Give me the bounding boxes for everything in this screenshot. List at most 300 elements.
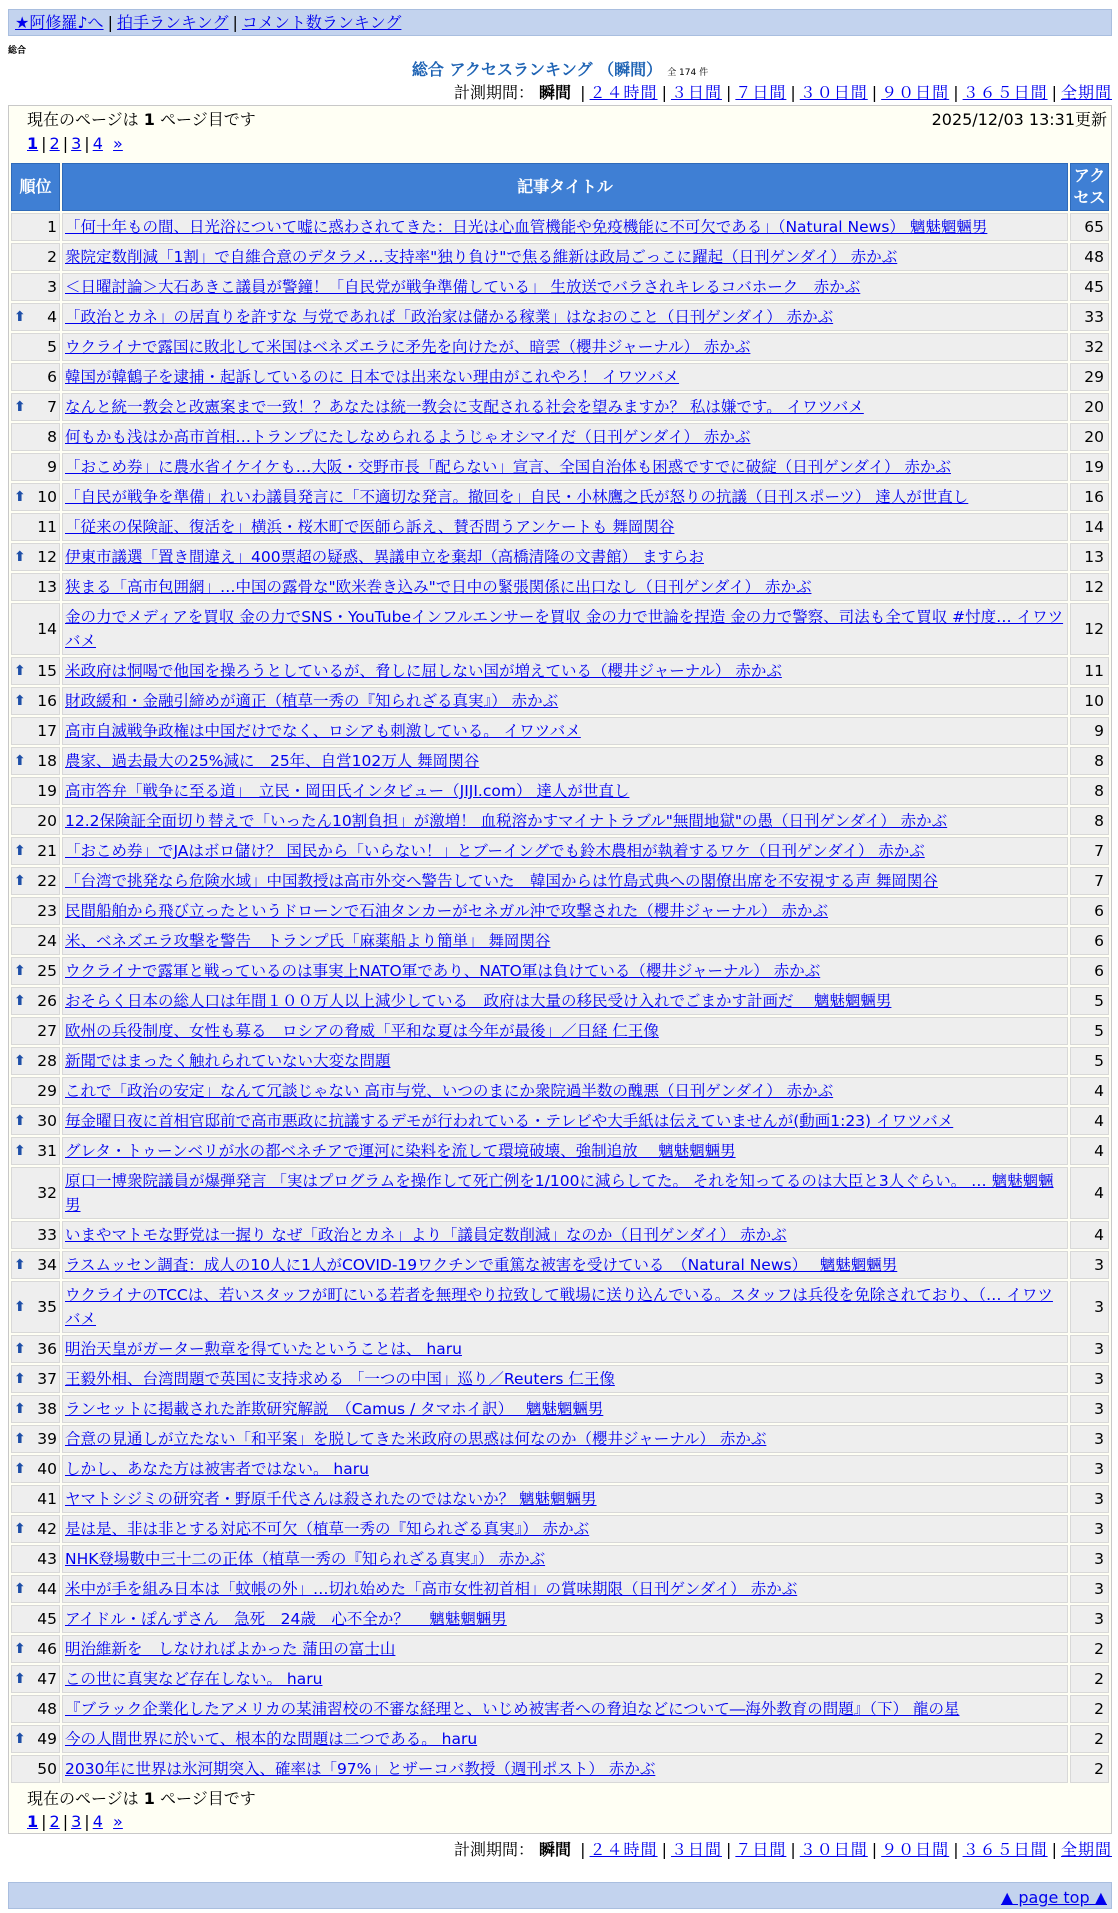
rank-number: 1: [47, 218, 57, 236]
rank-number: 11: [37, 518, 57, 536]
table-row: [11, 1221, 1109, 1249]
access-count: 13: [1070, 543, 1109, 571]
article-title-link[interactable]: 「従来の保険証、復活を」横浜・桜木町で医師ら訴え、賛否問うアンケートも 舞岡関谷: [65, 518, 675, 536]
pager-next-link[interactable]: »: [113, 134, 123, 153]
table-row: [11, 717, 1109, 745]
rank-cell: [11, 1635, 60, 1663]
pager-separator: |: [41, 1812, 47, 1831]
table-row: [11, 1425, 1109, 1453]
access-count: 3: [1070, 1605, 1109, 1633]
title-cell: [62, 1335, 1068, 1363]
period-separator: |: [953, 1840, 959, 1859]
access-count: 6: [1070, 957, 1109, 985]
rank-cell: [11, 333, 60, 361]
rank-number: 18: [37, 752, 57, 770]
rank-number: 26: [37, 992, 57, 1010]
rank-number: 36: [37, 1340, 57, 1358]
period-separator: |: [790, 83, 796, 102]
access-count: 16: [1070, 483, 1109, 511]
table-row: [11, 747, 1109, 775]
rank-up-arrow-icon: ⬆: [14, 693, 26, 709]
table-row: [11, 1335, 1109, 1363]
article-title-link[interactable]: なんと統一教会と改憲案まで一致！？あなたは統一教会に支配される社会を望みますか？ 私は嫌です。 イワツバメ: [65, 398, 864, 416]
rank-up-arrow-icon: ⬆: [14, 1641, 26, 1657]
period-separator: |: [661, 1840, 667, 1859]
article-title-link[interactable]: アイドル・ぽんずさん 急死 24歳 心不全か？ 魑魅魍魎男: [65, 1610, 507, 1628]
rank-number: 25: [37, 962, 57, 980]
table-row: [11, 453, 1109, 481]
table-row: [11, 1605, 1109, 1633]
rank-cell: [11, 1137, 60, 1165]
table-row: [11, 1545, 1109, 1573]
rank-up-arrow-icon: ⬆: [14, 753, 26, 769]
rank-number: 39: [37, 1430, 57, 1448]
rank-up-arrow-icon: ⬆: [14, 1461, 26, 1477]
title-cell: [62, 1725, 1068, 1753]
access-count: 3: [1070, 1425, 1109, 1453]
rank-up-arrow-icon: ⬆: [14, 993, 26, 1009]
article-title-link[interactable]: この世に真実など存在しない。 haru: [65, 1670, 323, 1688]
access-count: 20: [1070, 423, 1109, 451]
rank-cell: [11, 573, 60, 601]
access-count: 2: [1070, 1665, 1109, 1693]
pager-page-link[interactable]: 4: [92, 1812, 103, 1831]
rank-up-arrow-icon: ⬆: [14, 843, 26, 859]
ranking-rows: [11, 213, 1109, 1783]
rank-up-arrow-icon: ⬆: [14, 663, 26, 679]
title-cell: [62, 1545, 1068, 1573]
table-row: [11, 687, 1109, 715]
title-cell: [62, 243, 1068, 271]
rank-cell: [11, 957, 60, 985]
rank-cell: [11, 927, 60, 955]
period-separator: |: [1051, 83, 1057, 102]
article-title-link[interactable]: 米政府は恫喝で他国を操ろうとしているが、脅しに屈しない国が増えている（櫻井ジャーナル） 赤かぶ: [65, 662, 782, 680]
period-option-link[interactable]: ７日間: [735, 83, 787, 102]
title-cell: [62, 573, 1068, 601]
period-selector-bottom: [8, 1838, 1112, 1862]
rank-number: 19: [37, 782, 57, 800]
rank-column-header: 順位: [11, 163, 60, 211]
pager-page-link[interactable]: 3: [71, 134, 82, 153]
rank-cell: [11, 1335, 60, 1363]
article-title-link[interactable]: 民間船舶から飛び立ったというドローンで石油タンカーがセネガル沖で攻撃された（櫻井ジャーナル） 赤かぶ: [65, 902, 829, 920]
period-separator: |: [725, 83, 732, 102]
article-title-link[interactable]: 今の人間世界に於いて、根本的な問題は二つである。 haru: [65, 1730, 478, 1748]
article-title-link[interactable]: 高市自滅戦争政権は中国だけでなく、ロシアも刺激している。 イワツバメ: [65, 722, 581, 740]
period-option-link[interactable]: ３６５日間: [962, 83, 1048, 102]
rank-up-arrow-icon: ⬆: [14, 1257, 26, 1273]
article-title-link[interactable]: ウクライナで露国に敗北して米国はベネズエラに矛先を向けたが、暗雲（櫻井ジャーナル） 赤かぶ: [65, 338, 751, 356]
rank-cell: [11, 1017, 60, 1045]
pager-bottom: [27, 1810, 1111, 1833]
table-row: [11, 1695, 1109, 1723]
rank-number: 44: [37, 1580, 57, 1598]
access-count: 5: [1070, 1047, 1109, 1075]
period-selector-top: [8, 81, 1112, 105]
title-cell: [62, 543, 1068, 571]
pager-separator: |: [84, 134, 90, 153]
current-page-text: [27, 1787, 1111, 1810]
rank-up-arrow-icon: ⬆: [14, 1299, 26, 1315]
access-count: 3: [1070, 1485, 1109, 1513]
article-title-link[interactable]: 合意の見通しが立たない「和平案」を脱してきた米政府の思惑は何なのか（櫻井ジャーナル） 赤かぶ: [65, 1430, 767, 1448]
table-row: [11, 777, 1109, 805]
table-row: [11, 1281, 1109, 1333]
rank-cell: [11, 483, 60, 511]
period-option-link[interactable]: ３０日間: [799, 1840, 868, 1859]
title-cell: [62, 1137, 1068, 1165]
article-title-link[interactable]: 「自民が戦争を準備」れいわ議員発言に「不適切な発言。撤回を」自民・小林鷹之氏が怒りの抗議（日刊スポーツ） 達人が世直し: [65, 488, 969, 506]
rank-number: 50: [37, 1760, 57, 1778]
page-suffix: ページ目です: [160, 110, 256, 129]
article-title-link[interactable]: ウクライナのTCCは、若いスタッフが町にいる若者を無理やり拉致して戦場に送り込んでいる。スタッフは兵役を免除されており、（… イワツバメ: [65, 1286, 1053, 1328]
title-cell: [62, 987, 1068, 1015]
article-title-link[interactable]: 「おこめ券」でJAはボロ儲け？ 国民から「いらない！」とブーイングでも鈴木農相が執着するワケ（日刊ゲンダイ） 赤かぶ: [65, 842, 925, 860]
table-row: [11, 423, 1109, 451]
article-title-link[interactable]: 狭まる「高市包囲網」…中国の露骨な"欧米巻き込み"で日中の緊張関係に出口なし（日刊ゲンダイ） 赤かぶ: [65, 578, 812, 596]
table-row: [11, 1077, 1109, 1105]
article-title-link[interactable]: いまやマトモな野党は一握り なぜ「政治とカネ」より「議員定数削減」なのか（日刊ゲンダイ） 赤かぶ: [65, 1226, 787, 1244]
rank-number: 15: [37, 662, 57, 680]
table-row: [11, 573, 1109, 601]
table-row: [11, 1167, 1109, 1219]
title-cell: [62, 483, 1068, 511]
rank-number: 22: [37, 872, 57, 890]
page-info-bottom: [9, 1785, 1111, 1833]
access-count: 8: [1070, 777, 1109, 805]
table-row: [11, 483, 1109, 511]
rank-number: 24: [37, 932, 57, 950]
period-option-link[interactable]: 全期間: [1060, 83, 1112, 102]
period-option-link[interactable]: ９０日間: [881, 83, 950, 102]
title-cell: [62, 837, 1068, 865]
article-title-link[interactable]: 明治天皇がガーター勲章を得ていたということは、 haru: [65, 1340, 462, 1358]
access-count: 2: [1070, 1635, 1109, 1663]
article-title-link[interactable]: 農家、過去最大の25%減に 25年、自営102万人 舞岡関谷: [65, 752, 480, 770]
table-row: [11, 303, 1109, 331]
title-cell: [62, 957, 1068, 985]
page-prefix: 現在のページは: [27, 1789, 139, 1808]
access-column-header: アクセス: [1070, 163, 1109, 211]
access-count: 7: [1070, 837, 1109, 865]
access-count: 14: [1070, 513, 1109, 541]
pager-page-link[interactable]: 4: [92, 134, 103, 153]
rank-number: 27: [37, 1022, 57, 1040]
article-title-link[interactable]: 韓国が韓鶴子を逮捕・起訴しているのに 日本では出来ない理由がこれやろ！ イワツバメ: [65, 368, 680, 386]
article-title-link[interactable]: 財政緩和・金融引締めが適正（植草一秀の『知られざる真実』） 赤かぶ: [65, 692, 559, 710]
comment-ranking-link[interactable]: コメント数ランキング: [241, 13, 402, 32]
table-row: [11, 1455, 1109, 1483]
article-title-link[interactable]: 衆院定数削減「1割」で自維合意のデタラメ…支持率"独り負け"で焦る維新は政局ごっこに躍起（日刊ゲンダイ） 赤かぶ: [65, 248, 898, 266]
access-count: 33: [1070, 303, 1109, 331]
pager-page-link[interactable]: 2: [49, 1812, 60, 1831]
period-options: [576, 1840, 1112, 1859]
rank-up-arrow-icon: ⬆: [14, 1113, 26, 1129]
pager-page-link[interactable]: 1: [27, 134, 39, 153]
table-row: [11, 1635, 1109, 1663]
access-count: 5: [1070, 1017, 1109, 1045]
page-suffix: ページ目です: [160, 1789, 256, 1808]
title-cell: [62, 1455, 1068, 1483]
article-title-link[interactable]: しかし、あなた方は被害者ではない。 haru: [65, 1460, 369, 1478]
access-count: 11: [1070, 657, 1109, 685]
table-row: [11, 1017, 1109, 1045]
article-title-link[interactable]: 「何十年もの間、日光浴について嘘に惑わされてきた：日光は心血管機能や免疫機能に不可欠である」（Natural News） 魑魅魍魎男: [65, 218, 988, 236]
pager-page-link[interactable]: 3: [71, 1812, 82, 1831]
rank-up-arrow-icon: ⬆: [14, 549, 26, 565]
title-cell: [62, 717, 1068, 745]
article-title-link[interactable]: 2030年に世界は氷河期突入、確率は「97%」とザーコバ教授（週刊ポスト） 赤かぶ: [65, 1760, 656, 1778]
access-count: 32: [1070, 333, 1109, 361]
ranking-header: [8, 59, 1112, 81]
nav-separator: |: [232, 13, 238, 32]
access-count: 20: [1070, 393, 1109, 421]
table-row: [11, 273, 1109, 301]
access-count: 4: [1070, 1167, 1109, 1219]
page-number: 1: [143, 1789, 155, 1808]
rank-number: 10: [37, 488, 57, 506]
article-title-link[interactable]: NHK登場數中三十二の正体（植草一秀の『知られざる真実』） 赤かぶ: [65, 1550, 546, 1568]
table-row: [11, 657, 1109, 685]
access-count: 3: [1070, 1455, 1109, 1483]
access-count: 3: [1070, 1335, 1109, 1363]
period-option-link[interactable]: ３日間: [670, 83, 722, 102]
article-title-link[interactable]: これで「政治の安定」なんて冗談じゃない 高市与党、いつのまにか衆院過半数の醜悪（日刊ゲンダイ） 赤かぶ: [65, 1082, 834, 1100]
period-current: 瞬間: [539, 1840, 572, 1859]
article-title-link[interactable]: 『ブラック企業化したアメリカの某浦習校の不審な経理と、いじめ被害者への脅迫などについて―海外教育の問題』（下） 龍の星: [65, 1700, 960, 1718]
rank-cell: [11, 1107, 60, 1135]
table-row: [11, 867, 1109, 895]
rank-cell: [11, 1455, 60, 1483]
table-row: [11, 1725, 1109, 1753]
article-title-link[interactable]: 米、ベネズエラ攻撃を警告 トランプ氏「麻薬船より簡単」 舞岡関谷: [65, 932, 551, 950]
table-row: [11, 393, 1109, 421]
rank-cell: [11, 1395, 60, 1423]
period-option-link[interactable]: ３６５日間: [962, 1840, 1048, 1859]
period-label: 計測期間：: [453, 83, 534, 102]
clap-ranking-link[interactable]: 拍手ランキング: [116, 13, 229, 32]
page-prefix: 現在のページは: [27, 110, 139, 129]
table-row: [11, 897, 1109, 925]
access-count: 8: [1070, 747, 1109, 775]
period-separator: |: [1051, 1840, 1057, 1859]
article-title-link[interactable]: グレタ・トゥーンベリが水の都ベネチアで運河に染料を流して環境破壊、強制追放 魑魅魍魎男: [65, 1142, 736, 1160]
rank-cell: [11, 243, 60, 271]
access-count: 3: [1070, 1395, 1109, 1423]
rank-cell: [11, 777, 60, 805]
table-row: [11, 1251, 1109, 1279]
title-cell: [62, 897, 1068, 925]
rank-number: 47: [37, 1670, 57, 1688]
rank-up-arrow-icon: ⬆: [14, 399, 26, 415]
article-title-link[interactable]: ラスムッセン調査：成人の10人に1人がCOVID-19ワクチンで重篤な被害を受けている （Natural News） 魑魅魍魎男: [65, 1256, 898, 1274]
table-row: [11, 1137, 1109, 1165]
rank-up-arrow-icon: ⬆: [14, 309, 26, 325]
rank-number: 45: [37, 1610, 57, 1628]
access-count: 3: [1070, 1545, 1109, 1573]
rank-cell: [11, 303, 60, 331]
title-cell: [62, 1017, 1068, 1045]
rank-number: 31: [37, 1142, 57, 1160]
table-row: [11, 213, 1109, 241]
title-cell: [62, 1485, 1068, 1513]
title-cell: [62, 303, 1068, 331]
rank-cell: [11, 747, 60, 775]
period-options: [576, 83, 1112, 102]
rank-cell: [11, 513, 60, 541]
title-cell: [62, 1665, 1068, 1693]
pager-next-link[interactable]: »: [113, 1812, 123, 1831]
period-option-link[interactable]: ２４時間: [589, 83, 658, 102]
rank-number: 37: [37, 1370, 57, 1388]
access-count: 4: [1070, 1077, 1109, 1105]
rank-up-arrow-icon: ⬆: [14, 489, 26, 505]
rank-number: 33: [37, 1226, 57, 1244]
rank-cell: [11, 363, 60, 391]
period-separator: |: [871, 83, 878, 102]
table-row: [11, 1395, 1109, 1423]
rank-up-arrow-icon: ⬆: [14, 1521, 26, 1537]
article-title-link[interactable]: 「政治とカネ」の居直りを許すな 与党であれば「政治家は儲かる稼業」はなおのこと（日刊ゲンダイ） 赤かぶ: [65, 308, 834, 326]
rank-number: 29: [37, 1082, 57, 1100]
page-top-link[interactable]: ▲ page top ▲: [1000, 1888, 1107, 1907]
period-option-link[interactable]: ９０日間: [881, 1840, 950, 1859]
title-cell: [62, 1365, 1068, 1393]
rank-cell: [11, 867, 60, 895]
rank-number: 42: [37, 1520, 57, 1538]
access-count: 6: [1070, 927, 1109, 955]
rank-cell: [11, 1425, 60, 1453]
rank-cell: [11, 807, 60, 835]
article-title-link[interactable]: 高市答弁「戦争に至る道」 立民・岡田氏インタビュー（JIJI.com） 達人が世直し: [65, 782, 630, 800]
period-option-link[interactable]: ２４時間: [589, 1840, 658, 1859]
period-option-link[interactable]: ７日間: [735, 1840, 787, 1859]
rank-number: 49: [37, 1730, 57, 1748]
title-cell: [62, 1167, 1068, 1219]
rank-cell: [11, 1605, 60, 1633]
table-row: [11, 807, 1109, 835]
rank-cell: [11, 1575, 60, 1603]
title-cell: [62, 213, 1068, 241]
table-row: [11, 543, 1109, 571]
period-separator: |: [871, 1840, 878, 1859]
table-row: [11, 1047, 1109, 1075]
rank-number: 20: [37, 812, 57, 830]
article-title-link[interactable]: 12.2保険証全面切り替えで「いったん10割負担」が激増！ 血税溶かすマイナトラブル"無間地獄"の愚（日刊ゲンダイ） 赤かぶ: [65, 812, 948, 830]
rank-cell: [11, 1221, 60, 1249]
page-number: 1: [143, 110, 155, 129]
period-label: 計測期間：: [453, 1840, 534, 1859]
access-count: 29: [1070, 363, 1109, 391]
access-count: 4: [1070, 1221, 1109, 1249]
rank-cell: [11, 1515, 60, 1543]
rank-number: 14: [37, 620, 57, 638]
article-title-link[interactable]: 原口一博衆院議員が爆弾発言 「実はプログラムを操作して死亡例を1/100に減らしてた。 それを知ってるのは大臣と3人ぐらい。 … 魑魅魍魎男: [65, 1172, 1054, 1214]
rank-up-arrow-icon: ⬆: [14, 1401, 26, 1417]
article-title-link[interactable]: 是は是、非は非とする対応不可欠（植草一秀の『知られざる真実』） 赤かぶ: [65, 1520, 590, 1538]
table-row: [11, 333, 1109, 361]
page-info-top: [9, 106, 1111, 161]
pager-page-link[interactable]: 2: [49, 134, 60, 153]
article-title-link[interactable]: ヤマトシジミの研究者・野原千代さんは殺されたのではないか？ 魑魅魍魎男: [65, 1490, 597, 1508]
title-cell: [62, 1107, 1068, 1135]
article-title-link[interactable]: 米中が手を組み日本は「蚊帳の外」…切れ始めた「高市女性初首相」の賞味期限（日刊ゲンダイ） 赤かぶ: [65, 1580, 798, 1598]
table-row: [11, 837, 1109, 865]
article-title-link[interactable]: 欧州の兵役制度、女性も募る ロシアの脅威「平和な夏は今年が最後」／日経 仁王像: [65, 1022, 659, 1040]
access-count: 8: [1070, 807, 1109, 835]
home-link[interactable]: ★阿修羅♪へ: [15, 13, 104, 32]
rank-number: 41: [37, 1490, 57, 1508]
article-title-link[interactable]: おそらく日本の総人口は年間１００万人以上減少している 政府は大量の移民受け入れでごまかす計画だ 魑魅魍魎男: [65, 992, 892, 1010]
rank-up-arrow-icon: ⬆: [14, 1671, 26, 1687]
access-count: 2: [1070, 1755, 1109, 1783]
rank-number: 46: [37, 1640, 57, 1658]
rank-cell: [11, 1755, 60, 1783]
rank-up-arrow-icon: ⬆: [14, 1581, 26, 1597]
period-option-link[interactable]: 全期間: [1060, 1840, 1112, 1859]
title-column-header: 記事タイトル: [62, 163, 1068, 211]
article-title-link[interactable]: ランセットに掲載された詐欺研究解説 （Camus / タマホイ訳） 魑魅魍魎男: [65, 1400, 604, 1418]
rank-up-arrow-icon: ⬆: [14, 1731, 26, 1747]
rank-number: 35: [37, 1298, 57, 1316]
rank-cell: [11, 393, 60, 421]
ranking-table: [9, 161, 1111, 1785]
access-count: 3: [1070, 1281, 1109, 1333]
article-title-link[interactable]: 何もかも浅はか高市首相…トランプにたしなめられるようじゃオシマイだ（日刊ゲンダイ） 赤かぶ: [65, 428, 751, 446]
access-count: 7: [1070, 867, 1109, 895]
rank-cell: [11, 423, 60, 451]
title-cell: [62, 867, 1068, 895]
item-count: 全 174 件: [667, 68, 709, 78]
article-title-link[interactable]: 金の力でメディアを買収 金の力でSNS・YouTubeインフルエンサーを買収 金の力で世論を捏造 金の力で警察、司法も全て買収 #忖度… イワツバメ: [65, 608, 1064, 650]
table-row: [11, 1107, 1109, 1135]
article-title-link[interactable]: 新聞ではまったく触れられていない大変な問題: [65, 1052, 391, 1070]
table-row: [11, 513, 1109, 541]
rank-cell: [11, 603, 60, 655]
title-cell: [62, 273, 1068, 301]
title-cell: [62, 333, 1068, 361]
rank-number: 7: [47, 398, 57, 416]
table-row: [11, 1515, 1109, 1543]
article-title-link[interactable]: ウクライナで露軍と戦っているのは事実上NATO軍であり、NATO軍は負けている（櫻井ジャーナル） 赤かぶ: [65, 962, 821, 980]
rank-number: 3: [47, 278, 57, 296]
article-title-link[interactable]: 明治維新を しなければよかった 蒲田の富士山: [65, 1640, 396, 1658]
article-title-link[interactable]: 「おこめ券」に農水省イケイケも…大阪・交野市長「配らない」宣言、全国自治体も困惑ですでに破綻（日刊ゲンダイ） 赤かぶ: [65, 458, 951, 476]
title-cell: [62, 1695, 1068, 1723]
rank-cell: [11, 657, 60, 685]
period-option-link[interactable]: ３日間: [670, 1840, 722, 1859]
rank-cell: [11, 273, 60, 301]
article-title-link[interactable]: ＜日曜討論＞大石あきこ議員が警鐘！「自民党が戦争準備している」 生放送でバラされキレるコバホーク 赤かぶ: [65, 278, 861, 296]
access-count: 4: [1070, 1107, 1109, 1135]
title-cell: [62, 747, 1068, 775]
rank-up-arrow-icon: ⬆: [14, 1431, 26, 1447]
article-title-link[interactable]: 「台湾で挑発なら危険水域」中国教授は高市外交へ警告していた 韓国からは竹島式典への閣僚出席を不安視する声 舞岡関谷: [65, 872, 938, 890]
access-count: 3: [1070, 1251, 1109, 1279]
rank-cell: [11, 1281, 60, 1333]
title-cell: [62, 687, 1068, 715]
article-title-link[interactable]: 王毅外相、台湾問題で英国に支持求める 「一つの中国」巡り／Reuters 仁王像: [65, 1370, 615, 1388]
rank-number: 48: [37, 1700, 57, 1718]
title-cell: [62, 1605, 1068, 1633]
period-option-link[interactable]: ３０日間: [799, 83, 868, 102]
rank-cell: [11, 717, 60, 745]
pager-page-link[interactable]: 1: [27, 1812, 39, 1831]
article-title-link[interactable]: 伊東市議選「置き間違え」400票超の疑惑、異議申立を棄却（高橋清隆の文書館） ますらお: [65, 548, 705, 566]
article-title-link[interactable]: 毎金曜日夜に首相官邸前で高市悪政に抗議するデモが行われている・テレビや大手紙は伝えていませんが(動画1:23) イワツバメ: [65, 1112, 954, 1130]
table-row: [11, 1365, 1109, 1393]
